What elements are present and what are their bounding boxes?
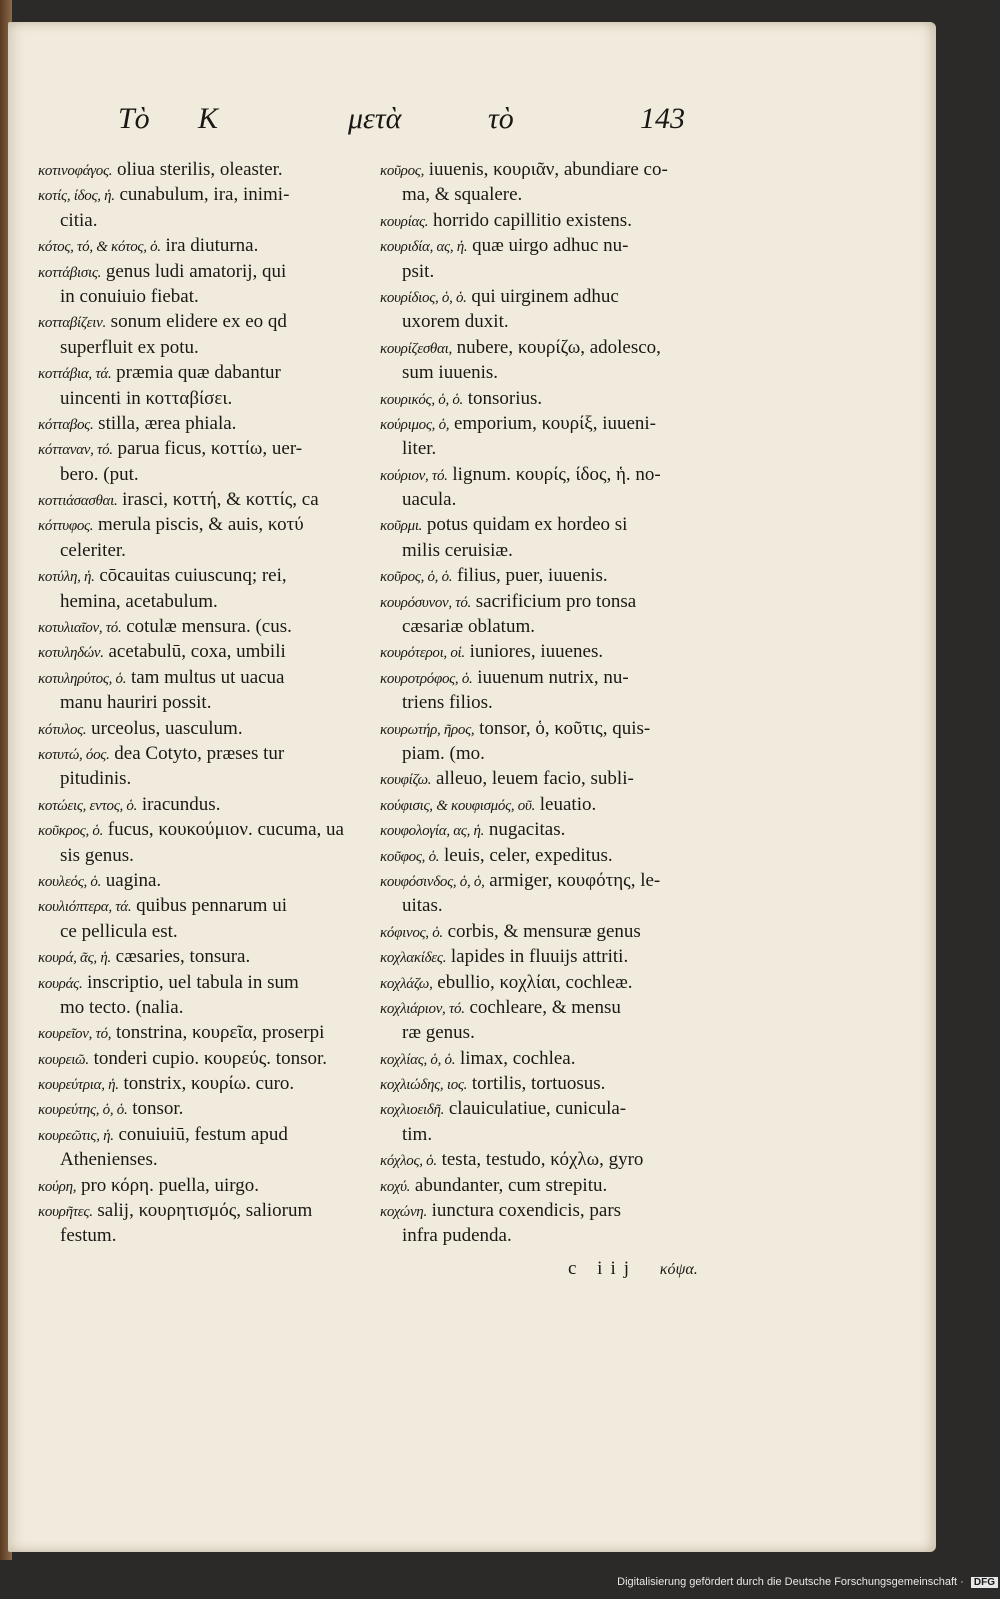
latin-gloss: dea Cotyto, præses tur	[109, 742, 285, 764]
dictionary-line	[380, 843, 715, 868]
dictionary-line	[38, 512, 368, 537]
latin-gloss: potus quidam ex hordeo si	[422, 514, 628, 536]
dictionary-line	[380, 614, 715, 639]
header-part: μετὰ	[348, 102, 402, 135]
dfg-logo: DFG	[971, 1577, 998, 1588]
greek-headword: κοττιάσασθαι.	[38, 493, 118, 510]
latin-gloss: irasci, κοττή, & κοττίς, ca	[117, 489, 319, 511]
dictionary-line	[38, 1046, 368, 1071]
left-column	[38, 157, 368, 1249]
dictionary-line	[38, 436, 368, 461]
greek-headword: κουρωτήρ, ῆρος,	[380, 721, 475, 738]
dictionary-line	[38, 639, 368, 664]
latin-gloss: lignum. κουρίς, ίδος, ἡ. no-	[447, 463, 661, 485]
dictionary-line	[38, 995, 368, 1020]
greek-headword: κοῦρμι.	[380, 518, 423, 535]
greek-headword: κοχλάζω,	[380, 975, 433, 992]
greek-headword: κοῦρος,	[380, 163, 425, 179]
latin-gloss: tonderi cupio. κουρεύς. tonsor.	[88, 1047, 327, 1069]
latin-gloss: tonsor.	[127, 1098, 184, 1120]
dictionary-line	[380, 157, 715, 182]
dictionary-line	[380, 259, 715, 284]
dictionary-line	[38, 538, 368, 563]
dictionary-line	[38, 1223, 368, 1248]
greek-headword: κοτυλιαῖον, τό.	[38, 620, 122, 637]
dictionary-line	[38, 259, 368, 284]
dictionary-line	[38, 766, 368, 791]
latin-gloss: liter.	[402, 438, 437, 460]
latin-gloss: pro κόρη. puella, uirgo.	[76, 1174, 260, 1196]
greek-headword: κοῦρος, ὁ, ὁ.	[380, 569, 453, 586]
latin-gloss: piam. (mo.	[402, 742, 485, 764]
latin-gloss: tonsorius.	[463, 387, 543, 409]
dictionary-line	[380, 589, 715, 614]
dictionary-line	[38, 1198, 368, 1223]
dictionary-line	[380, 665, 715, 690]
dictionary-line	[380, 512, 715, 537]
dictionary-line	[38, 843, 368, 868]
latin-gloss: testa, testudo, κόχλω, gyro	[436, 1149, 644, 1171]
greek-headword: κουφόσινδος, ὁ, ὁ,	[380, 873, 485, 890]
latin-gloss: tonstrix, κουρίω. curo.	[118, 1073, 295, 1095]
latin-gloss: iuuenum nutrix, nu-	[472, 666, 629, 688]
greek-headword: κοττάβισις.	[38, 264, 102, 281]
dictionary-line	[380, 563, 715, 588]
latin-gloss: iracundus.	[137, 793, 221, 815]
dictionary-line	[380, 386, 715, 411]
latin-gloss: sonum elidere ex eo qd	[105, 311, 287, 333]
latin-gloss: quibus pennarum ui	[131, 895, 287, 917]
dictionary-line	[380, 1173, 715, 1198]
dictionary-line	[380, 462, 715, 487]
latin-gloss: psit.	[402, 260, 435, 282]
latin-gloss: alleuo, leuem facio, subli-	[431, 768, 634, 790]
latin-gloss: ira diuturna.	[160, 235, 259, 257]
greek-headword: κουρόσυνον, τό.	[380, 594, 472, 611]
latin-gloss: cotulæ mensura. (cus.	[121, 616, 292, 638]
dictionary-line	[38, 690, 368, 715]
latin-gloss: celeriter.	[60, 539, 126, 561]
greek-headword: κοχώνη.	[380, 1204, 427, 1221]
latin-gloss: tam multus ut uacua	[126, 666, 285, 688]
dictionary-line	[38, 893, 368, 918]
dictionary-line	[38, 589, 368, 614]
greek-headword: κουρά, ᾶς, ἡ.	[38, 950, 111, 967]
latin-gloss: parua ficus, κοττίω, uer-	[112, 438, 303, 460]
book-page	[8, 22, 936, 1552]
dictionary-line	[380, 1122, 715, 1147]
dictionary-line	[38, 563, 368, 588]
greek-headword: κουρῆτες.	[38, 1204, 93, 1221]
greek-headword: κουρεῶτις, ἡ.	[38, 1127, 114, 1144]
catchword: κόψα.	[659, 1261, 698, 1278]
dictionary-line	[380, 360, 715, 385]
latin-gloss: ce pellicula est.	[60, 920, 178, 942]
greek-headword: κοῦφος, ὁ.	[380, 848, 440, 865]
latin-gloss: nugacitas.	[484, 819, 566, 841]
latin-gloss: sacrificium pro tonsa	[471, 590, 637, 612]
latin-gloss: salij, κουρητισμός, saliorum	[92, 1200, 313, 1222]
latin-gloss: ebullio, κοχλίαι, cochleæ.	[432, 971, 633, 993]
latin-gloss: acetabulū, coxa, umbili	[103, 641, 286, 663]
dictionary-line	[380, 1096, 715, 1121]
dictionary-line	[38, 665, 368, 690]
latin-gloss: uagina.	[101, 869, 162, 891]
dictionary-line	[380, 335, 715, 360]
dictionary-line	[38, 386, 368, 411]
latin-gloss: inscriptio, uel tabula in sum	[82, 971, 299, 993]
dictionary-line	[380, 970, 715, 995]
dictionary-line	[380, 1020, 715, 1045]
greek-headword: κοχλακίδες.	[380, 950, 447, 967]
latin-gloss: cōcauitas cuiuscunq; rei,	[94, 565, 287, 587]
latin-gloss: in conuiuio fiebat.	[60, 285, 199, 307]
greek-headword: κοχλιώδης, ιος.	[380, 1077, 468, 1094]
dictionary-line	[380, 817, 715, 842]
latin-gloss: genus ludi amatorij, qui	[101, 260, 287, 282]
latin-gloss: corbis, & mensuræ genus	[442, 920, 641, 942]
greek-headword: κοττάβια, τά.	[38, 366, 112, 383]
greek-headword: κουρειῶ.	[38, 1051, 89, 1068]
dictionary-line	[38, 817, 368, 842]
signature: c iij	[568, 1258, 638, 1279]
dictionary-line	[38, 233, 368, 258]
latin-gloss: Athenienses.	[60, 1149, 158, 1171]
greek-headword: κότυλος.	[38, 721, 87, 738]
latin-gloss: clauiculatiue, cunicula-	[444, 1098, 627, 1120]
latin-gloss: iuuenis, κουριᾶν, abundiare co-	[424, 159, 668, 180]
latin-gloss: uxorem duxit.	[402, 311, 509, 333]
latin-gloss: cæsaries, tonsura.	[110, 946, 251, 968]
latin-gloss: ma, & squalere.	[402, 184, 523, 206]
digitization-credit	[600, 1576, 998, 1596]
latin-gloss: cæsariæ oblatum.	[402, 616, 535, 638]
latin-gloss: limax, cochlea.	[455, 1047, 576, 1069]
header-part: Κ	[198, 102, 219, 135]
dictionary-line	[38, 944, 368, 969]
signature-mark	[568, 1258, 698, 1280]
greek-headword: κουρίζεσθαι,	[380, 340, 452, 357]
latin-gloss: manu hauriri possit.	[60, 692, 212, 714]
greek-headword: κοτύλη, ἡ.	[38, 569, 95, 586]
dictionary-line	[38, 1071, 368, 1096]
greek-headword: κουρίας.	[380, 213, 429, 230]
dictionary-line	[38, 970, 368, 995]
dictionary-line	[380, 741, 715, 766]
latin-gloss: cunabulum, ira, inimi-	[114, 184, 290, 206]
latin-gloss: nubere, κουρίζω, adolesco,	[451, 336, 661, 358]
dictionary-line	[380, 944, 715, 969]
dictionary-line	[380, 487, 715, 512]
dictionary-line	[38, 868, 368, 893]
dictionary-line	[38, 1147, 368, 1172]
dictionary-line	[38, 284, 368, 309]
dictionary-line	[38, 157, 368, 182]
greek-headword: κουφίζω.	[380, 772, 432, 789]
greek-headword: κοχλίας, ὁ, ὁ.	[380, 1051, 456, 1068]
greek-headword: κουρεῖον, τό,	[38, 1026, 112, 1043]
credit-text: Digitalisierung gefördert durch die Deutsche Forschungsgemeinschaft ·	[617, 1576, 964, 1588]
latin-gloss: oliua sterilis, oleaster.	[112, 159, 283, 180]
dictionary-line	[38, 208, 368, 233]
dictionary-line	[38, 462, 368, 487]
latin-gloss: armiger, κουφότης, le-	[484, 869, 661, 891]
greek-headword: κουρίδιος, ὁ, ὁ.	[380, 289, 467, 306]
latin-gloss: tonsor, ὁ, κοῦτις, quis-	[474, 717, 651, 739]
greek-headword: κότταναν, τό.	[38, 442, 113, 459]
greek-headword: κουρικός, ὁ, ὁ.	[380, 391, 463, 408]
latin-gloss: conuiuiū, festum apud	[113, 1123, 288, 1145]
latin-gloss: infra pudenda.	[402, 1225, 512, 1247]
dictionary-line	[380, 716, 715, 741]
latin-gloss: mo tecto. (nalia.	[60, 996, 184, 1018]
dictionary-line	[380, 411, 715, 436]
dictionary-line	[38, 1173, 368, 1198]
latin-gloss: leuis, celer, expeditus.	[439, 844, 613, 866]
dictionary-line	[38, 716, 368, 741]
greek-headword: κοχύ.	[380, 1178, 411, 1195]
header-part: τὸ	[488, 102, 514, 135]
latin-gloss: emporium, κουρίξ, iuueni-	[449, 412, 657, 434]
greek-headword: κουροτρόφος, ὁ.	[380, 670, 473, 687]
latin-gloss: uitas.	[402, 895, 443, 917]
greek-headword: κουρότεροι, οἱ.	[380, 645, 465, 662]
greek-headword: κουλιόπτερα, τά.	[38, 899, 132, 916]
dictionary-line	[380, 1198, 715, 1223]
dictionary-line	[38, 335, 368, 360]
latin-gloss: sis genus.	[60, 844, 134, 866]
greek-headword: κόττυφος.	[38, 518, 94, 535]
latin-gloss: milis ceruisiæ.	[402, 539, 513, 561]
latin-gloss: tortilis, tortuosus.	[467, 1073, 606, 1095]
latin-gloss: præmia quæ dabantur	[111, 362, 281, 384]
latin-gloss: stilla, ærea phiala.	[93, 412, 237, 434]
latin-gloss: superfluit ex potu.	[60, 336, 199, 358]
latin-gloss: leuatio.	[535, 793, 597, 815]
greek-headword: κούρη,	[38, 1178, 77, 1195]
dictionary-line	[38, 1096, 368, 1121]
dictionary-line	[380, 766, 715, 791]
dictionary-line	[38, 411, 368, 436]
greek-headword: κούριμος, ὁ,	[380, 416, 450, 433]
latin-gloss: abundanter, cum strepitu.	[410, 1174, 608, 1196]
latin-gloss: quæ uirgo adhuc nu-	[467, 235, 629, 257]
dictionary-line	[38, 487, 368, 512]
greek-headword: κοτυληρύτος, ὁ.	[38, 670, 127, 687]
greek-headword: κοχλιάριον, τό.	[380, 1000, 465, 1017]
greek-headword: κουρεύτης, ὁ, ὁ.	[38, 1102, 128, 1119]
dictionary-line	[38, 1122, 368, 1147]
latin-gloss: urceolus, uasculum.	[86, 717, 243, 739]
dictionary-line	[380, 436, 715, 461]
dictionary-line	[38, 1020, 368, 1045]
dictionary-line	[380, 995, 715, 1020]
latin-gloss: filius, puer, iuuenis.	[452, 565, 608, 587]
dictionary-line	[38, 309, 368, 334]
latin-gloss: qui uirginem adhuc	[466, 285, 619, 307]
greek-headword: κοτυληδών.	[38, 645, 104, 662]
latin-gloss: hemina, acetabulum.	[60, 590, 218, 612]
dictionary-line	[380, 639, 715, 664]
dictionary-line	[380, 538, 715, 563]
latin-gloss: ræ genus.	[402, 1022, 475, 1044]
latin-gloss: merula piscis, & auis, κοτύ	[93, 514, 304, 536]
dictionary-line	[380, 868, 715, 893]
latin-gloss: triens filios.	[402, 692, 493, 714]
dictionary-line	[38, 919, 368, 944]
latin-gloss: cochleare, & mensu	[464, 996, 621, 1018]
dictionary-line	[380, 309, 715, 334]
greek-headword: κοῦκρος, ὁ.	[38, 823, 104, 840]
dictionary-line	[380, 792, 715, 817]
greek-headword: κοτινοφάγος.	[38, 163, 113, 179]
dictionary-line	[380, 690, 715, 715]
header-part: Τὸ	[118, 102, 150, 135]
dictionary-line	[38, 792, 368, 817]
dictionary-line	[38, 360, 368, 385]
running-header	[118, 102, 698, 142]
dictionary-line	[380, 182, 715, 207]
greek-headword: κουφολογία, ας, ἡ.	[380, 823, 485, 840]
page-number: 143	[640, 102, 685, 135]
dictionary-line	[380, 233, 715, 258]
dictionary-line	[38, 182, 368, 207]
latin-gloss: sum iuuenis.	[402, 362, 499, 384]
latin-gloss: fucus, κουκούμιον. cucuma, ua	[103, 819, 344, 841]
dictionary-line	[380, 1147, 715, 1172]
greek-headword: κούφισις, & κουφισμός, οῦ.	[380, 797, 536, 814]
greek-headword: κότος, τό, & κότος, ὁ.	[38, 239, 161, 256]
latin-gloss: citia.	[60, 209, 98, 231]
greek-headword: κουρεύτρια, ἡ.	[38, 1077, 119, 1094]
dictionary-line	[380, 208, 715, 233]
greek-headword: κόφινος, ὁ.	[380, 924, 443, 941]
latin-gloss: lapides in fluuijs attriti.	[446, 946, 629, 968]
latin-gloss: iuniores, iuuenes.	[464, 641, 604, 663]
latin-gloss: uincenti in κοτταβίσει.	[60, 387, 233, 409]
dictionary-line	[380, 1046, 715, 1071]
latin-gloss: festum.	[60, 1225, 117, 1247]
greek-headword: κοτίς, ίδος, ἡ.	[38, 188, 115, 205]
right-column	[380, 157, 715, 1249]
latin-gloss: horrido capillitio existens.	[428, 209, 632, 231]
dictionary-line	[38, 614, 368, 639]
greek-headword: κουράς.	[38, 975, 83, 992]
latin-gloss: tonstrina, κουρεῖα, proserpi	[111, 1022, 325, 1044]
greek-headword: κοτταβίζειν.	[38, 315, 106, 332]
latin-gloss: bero. (put.	[60, 463, 139, 485]
greek-headword: κουριδία, ας, ἡ.	[380, 239, 468, 256]
greek-headword: κοχλιοειδῆ.	[380, 1102, 445, 1119]
latin-gloss: tim.	[402, 1123, 433, 1145]
greek-headword: κοτυτώ, όος.	[38, 746, 110, 763]
dictionary-line	[380, 1223, 715, 1248]
greek-headword: κόχλος, ὁ.	[380, 1153, 437, 1170]
greek-headword: κότταβος.	[38, 416, 94, 433]
greek-headword: κούριον, τό.	[380, 467, 448, 484]
dictionary-line	[380, 919, 715, 944]
dictionary-line	[380, 1071, 715, 1096]
dictionary-line	[380, 284, 715, 309]
dictionary-line	[38, 741, 368, 766]
greek-headword: κοτώεις, εντος, ὁ.	[38, 797, 138, 814]
latin-gloss: iunctura coxendicis, pars	[426, 1200, 622, 1222]
greek-headword: κουλεός, ὁ.	[38, 873, 102, 890]
dictionary-line	[380, 893, 715, 918]
latin-gloss: uacula.	[402, 489, 457, 511]
latin-gloss: pitudinis.	[60, 768, 132, 790]
